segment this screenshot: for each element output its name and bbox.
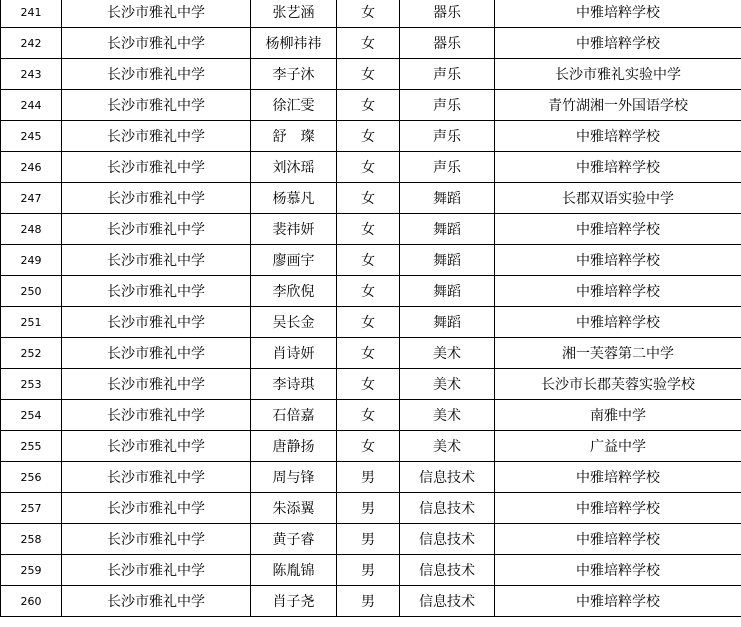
row-index-cell: 246 [1, 152, 62, 183]
table-row [1, 462, 741, 493]
table-row [1, 338, 741, 369]
row-index-cell: 253 [1, 369, 62, 400]
row-index-cell: 250 [1, 276, 62, 307]
specialty-cell: 美术 [400, 400, 495, 431]
specialty-cell: 美术 [400, 338, 495, 369]
gender-cell: 男 [337, 524, 400, 555]
origin-school-cell: 中雅培粹学校 [495, 462, 741, 493]
gender-cell: 女 [337, 276, 400, 307]
row-index-cell: 252 [1, 338, 62, 369]
row-index-cell: 245 [1, 121, 62, 152]
gender-cell: 女 [337, 0, 400, 28]
specialty-cell: 舞蹈 [400, 183, 495, 214]
origin-school-cell: 中雅培粹学校 [495, 276, 741, 307]
school-cell: 长沙市雅礼中学 [62, 307, 251, 338]
table-row [1, 0, 741, 28]
school-cell: 长沙市雅礼中学 [62, 369, 251, 400]
origin-school-cell: 中雅培粹学校 [495, 0, 741, 28]
gender-cell: 男 [337, 462, 400, 493]
row-index-cell: 256 [1, 462, 62, 493]
specialty-cell: 信息技术 [400, 524, 495, 555]
row-index-cell: 242 [1, 28, 62, 59]
student-name-cell: 周与锋 [251, 462, 337, 493]
table-row [1, 276, 741, 307]
origin-school-cell: 中雅培粹学校 [495, 245, 741, 276]
gender-cell: 女 [337, 59, 400, 90]
school-cell: 长沙市雅礼中学 [62, 493, 251, 524]
origin-school-cell: 青竹湖湘一外国语学校 [495, 90, 741, 121]
row-index-cell: 243 [1, 59, 62, 90]
row-index-cell: 254 [1, 400, 62, 431]
student-name-cell: 舒 璨 [251, 121, 337, 152]
specialty-cell: 舞蹈 [400, 307, 495, 338]
row-index-cell: 241 [1, 0, 62, 28]
school-cell: 长沙市雅礼中学 [62, 214, 251, 245]
table-row [1, 152, 741, 183]
specialty-cell: 声乐 [400, 59, 495, 90]
school-cell: 长沙市雅礼中学 [62, 0, 251, 28]
origin-school-cell: 中雅培粹学校 [495, 214, 741, 245]
row-index-cell: 244 [1, 90, 62, 121]
specialty-cell: 器乐 [400, 28, 495, 59]
origin-school-cell: 长沙市雅礼实验中学 [495, 59, 741, 90]
row-index-cell: 249 [1, 245, 62, 276]
specialty-cell: 器乐 [400, 0, 495, 28]
student-name-cell: 吴长金 [251, 307, 337, 338]
specialty-cell: 美术 [400, 431, 495, 462]
origin-school-cell: 南雅中学 [495, 400, 741, 431]
origin-school-cell: 广益中学 [495, 431, 741, 462]
school-cell: 长沙市雅礼中学 [62, 276, 251, 307]
gender-cell: 女 [337, 400, 400, 431]
school-cell: 长沙市雅礼中学 [62, 183, 251, 214]
specialty-cell: 信息技术 [400, 586, 495, 617]
school-cell: 长沙市雅礼中学 [62, 555, 251, 586]
row-index-cell: 260 [1, 586, 62, 617]
origin-school-cell: 中雅培粹学校 [495, 121, 741, 152]
student-name-cell: 李子沐 [251, 59, 337, 90]
row-index-cell: 255 [1, 431, 62, 462]
table-row [1, 493, 741, 524]
origin-school-cell: 中雅培粹学校 [495, 524, 741, 555]
student-name-cell: 肖诗妍 [251, 338, 337, 369]
gender-cell: 男 [337, 586, 400, 617]
gender-cell: 女 [337, 152, 400, 183]
specialty-cell: 声乐 [400, 90, 495, 121]
row-index-cell: 248 [1, 214, 62, 245]
specialty-cell: 舞蹈 [400, 276, 495, 307]
table-body [1, 0, 741, 617]
school-cell: 长沙市雅礼中学 [62, 400, 251, 431]
origin-school-cell: 中雅培粹学校 [495, 555, 741, 586]
row-index-cell: 258 [1, 524, 62, 555]
student-name-cell: 杨慕凡 [251, 183, 337, 214]
table-row [1, 307, 741, 338]
origin-school-cell: 湘一芙蓉第二中学 [495, 338, 741, 369]
row-index-cell: 251 [1, 307, 62, 338]
student-name-cell: 杨柳祎祎 [251, 28, 337, 59]
school-cell: 长沙市雅礼中学 [62, 121, 251, 152]
school-cell: 长沙市雅礼中学 [62, 90, 251, 121]
specialty-cell: 信息技术 [400, 462, 495, 493]
origin-school-cell: 中雅培粹学校 [495, 493, 741, 524]
gender-cell: 女 [337, 245, 400, 276]
table-row [1, 400, 741, 431]
student-name-cell: 廖画宇 [251, 245, 337, 276]
table-row [1, 524, 741, 555]
origin-school-cell: 中雅培粹学校 [495, 28, 741, 59]
origin-school-cell: 中雅培粹学校 [495, 586, 741, 617]
gender-cell: 女 [337, 307, 400, 338]
gender-cell: 女 [337, 183, 400, 214]
row-index-cell: 257 [1, 493, 62, 524]
table-row [1, 245, 741, 276]
specialty-cell: 信息技术 [400, 555, 495, 586]
gender-cell: 女 [337, 338, 400, 369]
table-row [1, 28, 741, 59]
specialty-cell: 舞蹈 [400, 245, 495, 276]
table-row [1, 59, 741, 90]
gender-cell: 男 [337, 493, 400, 524]
gender-cell: 女 [337, 214, 400, 245]
student-name-cell: 李欣倪 [251, 276, 337, 307]
table-row [1, 431, 741, 462]
school-cell: 长沙市雅礼中学 [62, 152, 251, 183]
student-name-cell: 石倍嘉 [251, 400, 337, 431]
student-name-cell: 肖子尧 [251, 586, 337, 617]
gender-cell: 女 [337, 431, 400, 462]
school-cell: 长沙市雅礼中学 [62, 245, 251, 276]
gender-cell: 男 [337, 555, 400, 586]
school-cell: 长沙市雅礼中学 [62, 338, 251, 369]
specialty-cell: 美术 [400, 369, 495, 400]
student-name-cell: 裴祎妍 [251, 214, 337, 245]
school-cell: 长沙市雅礼中学 [62, 59, 251, 90]
school-cell: 长沙市雅礼中学 [62, 524, 251, 555]
school-cell: 长沙市雅礼中学 [62, 586, 251, 617]
row-index-cell: 259 [1, 555, 62, 586]
gender-cell: 女 [337, 369, 400, 400]
table-row [1, 586, 741, 617]
table-row [1, 183, 741, 214]
specialty-cell: 声乐 [400, 152, 495, 183]
row-index-cell: 247 [1, 183, 62, 214]
school-cell: 长沙市雅礼中学 [62, 431, 251, 462]
student-name-cell: 朱添翼 [251, 493, 337, 524]
origin-school-cell: 长沙市长郡芙蓉实验学校 [495, 369, 741, 400]
student-name-cell: 刘沐瑶 [251, 152, 337, 183]
table-row [1, 90, 741, 121]
origin-school-cell: 长郡双语实验中学 [495, 183, 741, 214]
school-cell: 长沙市雅礼中学 [62, 28, 251, 59]
origin-school-cell: 中雅培粹学校 [495, 307, 741, 338]
student-name-cell: 张艺涵 [251, 0, 337, 28]
table-row [1, 214, 741, 245]
table-row [1, 555, 741, 586]
table-row [1, 121, 741, 152]
student-name-cell: 李诗琪 [251, 369, 337, 400]
gender-cell: 女 [337, 121, 400, 152]
school-cell: 长沙市雅礼中学 [62, 462, 251, 493]
student-name-cell: 唐静扬 [251, 431, 337, 462]
student-name-cell: 徐汇雯 [251, 90, 337, 121]
student-name-cell: 黄子睿 [251, 524, 337, 555]
specialty-cell: 信息技术 [400, 493, 495, 524]
gender-cell: 女 [337, 28, 400, 59]
gender-cell: 女 [337, 90, 400, 121]
specialty-cell: 声乐 [400, 121, 495, 152]
origin-school-cell: 中雅培粹学校 [495, 152, 741, 183]
student-name-cell: 陈胤锦 [251, 555, 337, 586]
table-row [1, 369, 741, 400]
specialty-cell: 舞蹈 [400, 214, 495, 245]
